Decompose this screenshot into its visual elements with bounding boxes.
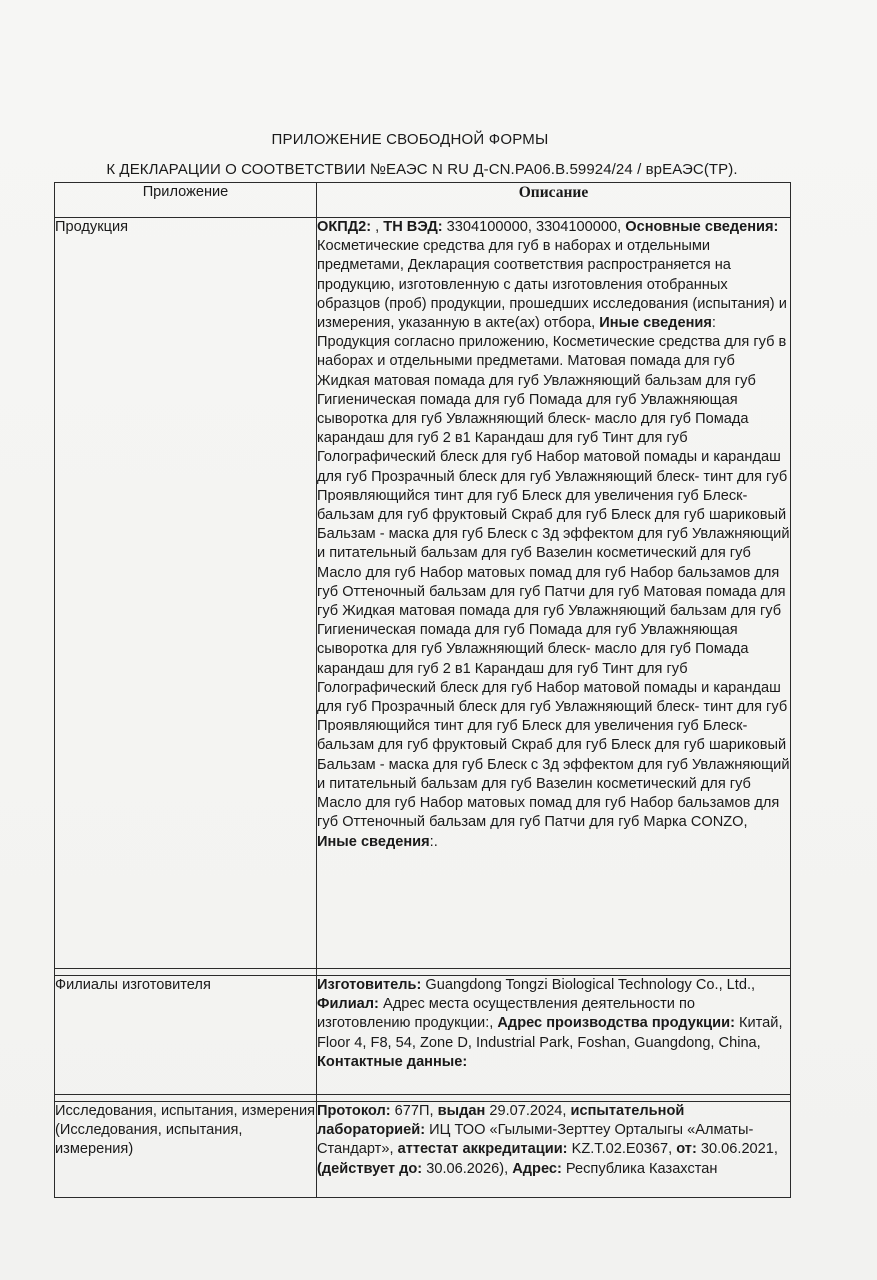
appendix-table	[54, 182, 791, 1198]
table-row-tests	[55, 1102, 791, 1198]
document-title: ПРИЛОЖЕНИЕ СВОБОДНОЙ ФОРМЫ	[271, 131, 549, 148]
table-row-branches	[55, 976, 791, 1095]
document-subtitle: К ДЕКЛАРАЦИИ О СООТВЕТСТВИИ №ЕАЭС N RU Д-CN.PA06.B.59924/24 / врЕАЭС(ТР).	[106, 161, 738, 178]
row-desc-products: ОКПД2: , ТН ВЭД: 3304100000, 3304100000, Основные сведения: Косметические средства для губ в наборах и отдельными предметами, Декларация соответствия распространяется на продукцию, изготовленную с даты изготовления отобранных образцов (проб) продукции, прошедших исследования (испытания) и измерения, указанную в акте(ах) отбора, Иные сведения: Продукция согласно приложению, Косметические средства для губ в наборах и отдельными предметами. Матовая помада для губ Жидкая матовая помада для губ Увлажняющий бальзам для губ Гигиеническая помада для губ Помада для губ Увлажняющая сыворотка для губ Увлажняющий блеск- масло для губ Помада карандаш для губ 2 в1 Карандаш для губ Тинт для губ Голографический блеск для губ Набор матовой помады и карандаш для губ Прозрачный блеск для губ Увлажняющий блеск- тинт для губ Проявляющийся тинт для губ Блеск для увеличения губ Блеск- бальзам для губ фруктовый Скраб для губ Блеск для губ шариковый Бальзам - маска для губ Блеск с 3д эффектом для губ Увлажняющий и питательный бальзам для губ Вазелин косметический для губ Масло для губ Набор матовых помад для губ Набор бальзамов для губ Оттеночный бальзам для губ Патчи для губ Матовая помада для губ Жидкая матовая помада для губ Увлажняющий бальзам для губ Гигиеническая помада для губ Помада для губ Увлажняющая сыворотка для губ Увлажняющий блеск- масло для губ Помада карандаш для губ 2 в1 Карандаш для губ Тинт для губ Голографический блеск для губ Набор матовой помады и карандаш для губ Прозрачный блеск для губ Увлажняющий блеск- тинт для губ Проявляющийся тинт для губ Блеск для увеличения губ Блеск- бальзам для губ фруктовый Скраб для губ Блеск для губ шариковый Бальзам - маска для губ Блеск с 3д эффектом для губ Увлажняющий и питательный бальзам для губ Вазелин косметический для губ Масло для губ Набор матовых помад для губ Набор бальзамов для губ Оттеночный бальзам для губ Патчи для губ Марка CONZO, Иные сведения:.	[317, 218, 791, 969]
row-gap	[55, 969, 791, 976]
row-desc-tests: Протокол: 677П, выдан 29.07.2024, испытательной лабораторией: ИЦ ТОО «Гылыми-Зерттеу Орталыгы «Алматы-Стандарт», аттестат аккредитации: KZ.T.02.E0367, от: 30.06.2021, (действует до: 30.06.2026), Адрес: Республика Казахстан	[317, 1102, 791, 1198]
row-label-tests: Исследования, испытания, измерения (Исследования, испытания, измерения)	[55, 1102, 317, 1198]
row-desc-branches: Изготовитель: Guangdong Tongzi Biological Technology Co., Ltd., Филиал: Адрес места осуществления деятельности по изготовлению продукции:, Адрес производства продукции: Китай, Floor 4, F8, 54, Zone D, Industrial Park, Foshan, Guangdong, China, Контактные данные:	[317, 976, 791, 1095]
column-header-appendix: Приложение	[55, 183, 317, 218]
table-header-row	[55, 183, 791, 218]
table-row-products	[55, 218, 791, 969]
row-label-products: Продукция	[55, 218, 317, 969]
row-label-branches: Филиалы изготовителя	[55, 976, 317, 1095]
column-header-description: Описание	[317, 183, 791, 218]
row-gap	[55, 1095, 791, 1102]
